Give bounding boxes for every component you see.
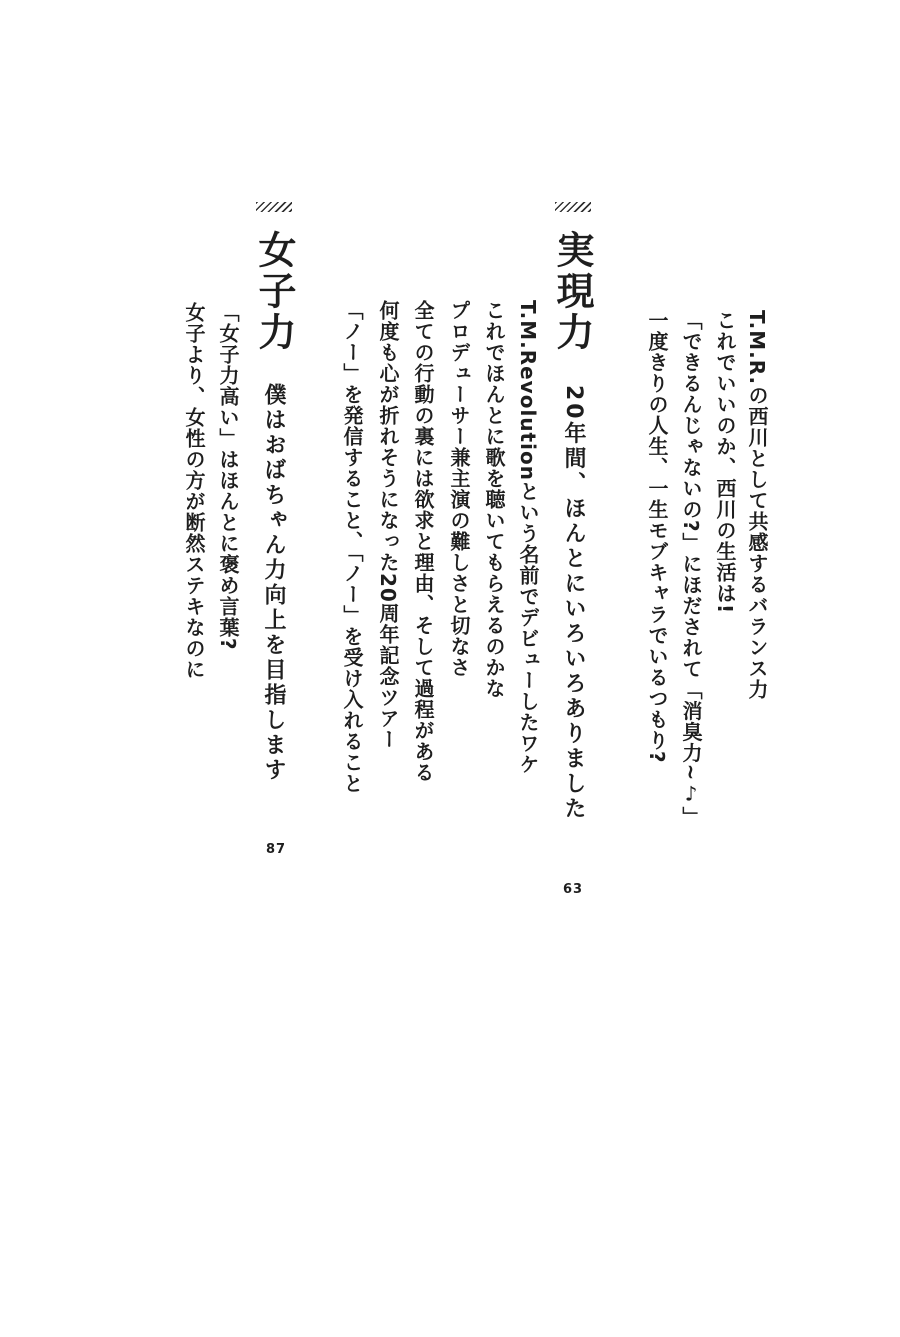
toc-line: 女子より、女性の方が断然ステキなのに: [182, 302, 206, 680]
section-subtitle: 僕はおばちゃん力向上を目指します: [261, 383, 286, 783]
section-heading: 女子力: [252, 230, 296, 353]
section-subtitle: 20年間、ほんとにいろいろありました: [561, 385, 586, 822]
toc-line: T.M.R.の西川として共感するバランス力: [745, 310, 769, 701]
toc-line: 「ノー」を発信すること、「ノー」を受け入れること: [340, 300, 364, 794]
toc-line: 「女子力高い」はほんとに褒め言葉?: [216, 302, 240, 651]
toc-line: これでいいのか、西川の生活は!: [713, 310, 737, 615]
toc-line: 一度きりの人生、一生モブキャラでいるつもり?: [645, 310, 669, 764]
diagonal-hatch-icon: [256, 202, 292, 212]
page-number: 87: [265, 842, 287, 857]
toc-line: 全ての行動の裏には欲求と理由、そして過程がある: [411, 300, 435, 783]
diagonal-hatch-icon: [555, 202, 591, 212]
toc-line: これでほんとに歌を聴いてもらえるのかな: [482, 300, 506, 699]
section-heading: 実現力: [550, 230, 594, 353]
toc-line: T.M.Revolutionという名前でデビューしたワケ: [516, 300, 540, 775]
toc-line: 「できるんじゃないの?」にほだされて「消臭力~♪」: [679, 310, 703, 828]
page-number: 63: [562, 882, 584, 897]
toc-line: プロデューサー兼主演の難しさと切なさ: [447, 300, 471, 678]
toc-line: 何度も心が折れそうになった20周年記念ツアー: [376, 300, 400, 750]
